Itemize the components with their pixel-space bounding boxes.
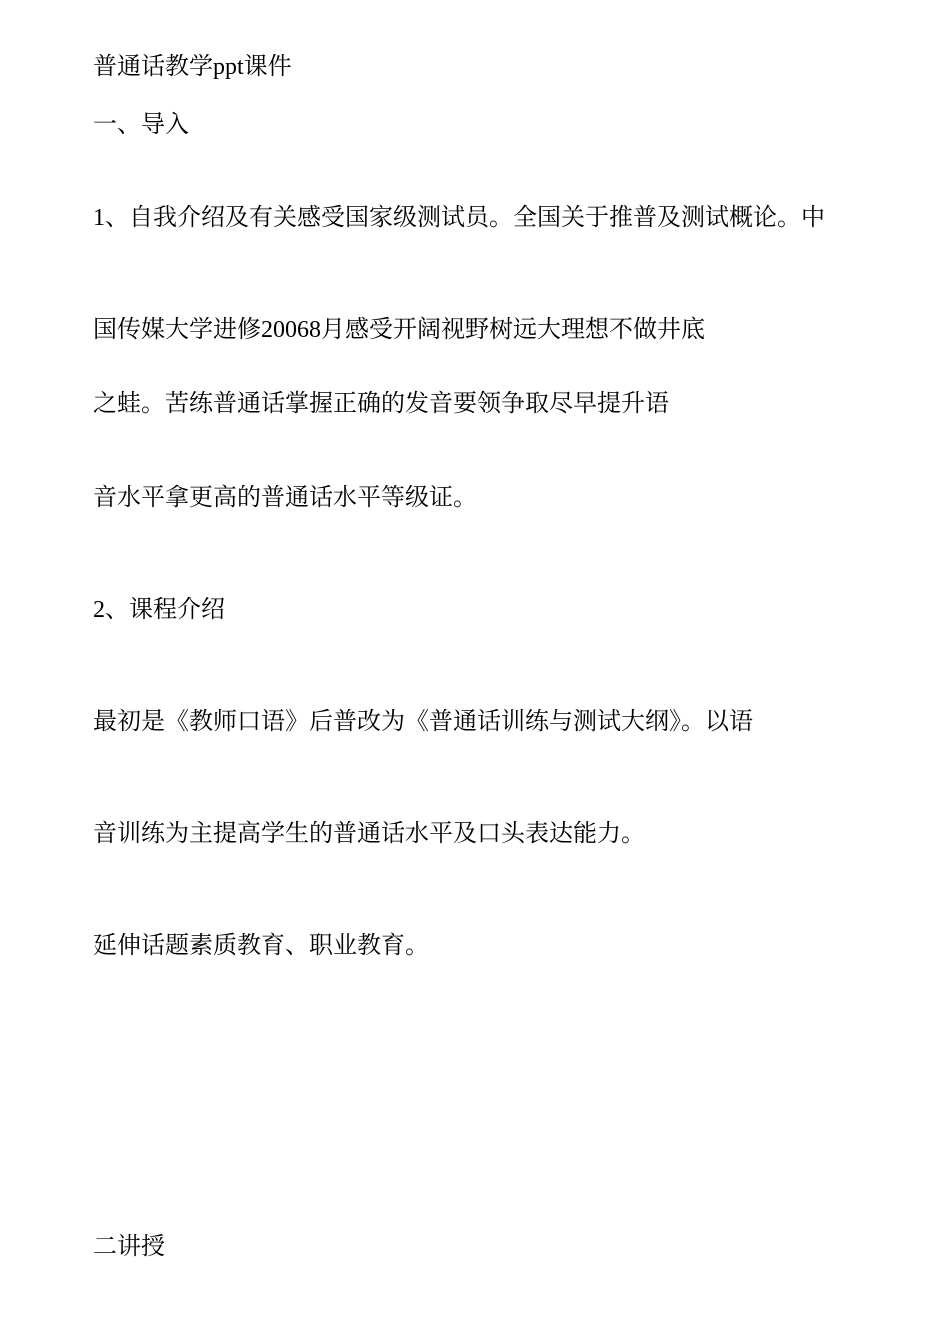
paragraph-line: 音水平拿更高的普通话水平等级证。 <box>93 485 477 511</box>
section-heading-lecture: 二讲授 <box>93 1234 165 1260</box>
paragraph-line: 最初是《教师口语》后普改为《普通话训练与测试大纲》。以语 <box>93 709 753 735</box>
document-title: 普通话教学ppt课件 <box>93 54 292 80</box>
section-heading-intro: 一、导入 <box>93 112 189 138</box>
paragraph-line: 音训练为主提高学生的普通话水平及口头表达能力。 <box>93 821 645 847</box>
paragraph-line: 1、自我介绍及有关感受国家级测试员。全国关于推普及测试概论。中 <box>93 205 825 231</box>
paragraph-line: 国传媒大学进修20068月感受开阔视野树远大理想不做井底 <box>93 317 705 343</box>
paragraph-line: 之蛙。苦练普通话掌握正确的发音要领争取尽早提升语 <box>93 391 669 417</box>
paragraph-line: 延伸话题素质教育、职业教育。 <box>93 933 429 959</box>
subsection-heading-course: 2、课程介绍 <box>93 597 225 623</box>
